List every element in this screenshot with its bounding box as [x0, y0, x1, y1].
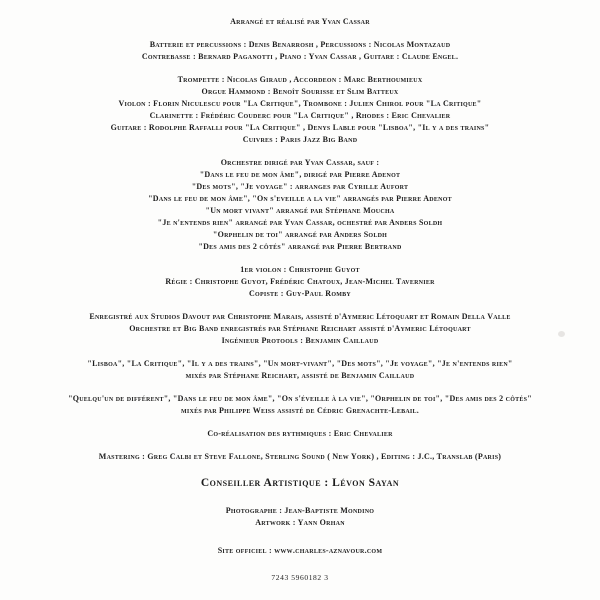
credit-line: Régie : Christophe Guyot, Frédéric Chatoux, Jean-Michel Tavernier [165, 277, 435, 286]
credit-line: Conseiller Artistique : Lévon Sayan [200, 477, 400, 489]
credit-line: "Dans le feu de mon âme", "On s'eveille a la vie" arrangés par Pierre Adenot [148, 194, 452, 203]
credit-line: Trompette : Nicolas Giraud , Accordeon : Marc Berthoumieux [177, 75, 423, 84]
credit-line: Artwork : Yann Orhan [255, 518, 345, 527]
credit-line: mixés par Philippe Weiss assisté de Cédric Grenachte-Lebail. [180, 406, 419, 415]
credit-line: Mastering : Greg Calbi et Steve Fallone, Sterling Sound ( New York) , Editing : J.C., Translab (Paris) [98, 452, 502, 461]
section-instrumentalists [0, 74, 600, 146]
credit-line: "Dans le feu de mon âme", dirigé par Pierre Adenot [199, 170, 401, 179]
credit-line: Batterie et percussions : Denis Benarrosh , Percussions : Nicolas Montazaud [149, 40, 451, 49]
section-co-realisation [0, 428, 600, 440]
credit-line: "Je n'entends rien" arrangé par Yvan Cassar, ochestré par Anders Soldh [157, 218, 443, 227]
credit-line: Photographe : Jean-Baptiste Mondino [225, 506, 375, 515]
credit-line: mixés par Stéphane Reichart, assisté de Benjamin Caillaud [185, 371, 415, 380]
credit-line: "Des mots", "Je voyage" : arranges par Cyrille Aufort [191, 182, 409, 191]
credit-line: "Quelqu'un de différent", "Dans le feu de mon âme", "On s'éveille à la vie", "Orphelin de toi", "Des amis des 2 côtés" [68, 394, 532, 403]
credits-sections [0, 16, 600, 584]
credit-line: Co-réalisation des rythmiques : Eric Chevalier [207, 429, 393, 438]
credit-line: Orchestre dirigé par Yvan Cassar, sauf : [220, 158, 380, 167]
scan-smudge [558, 331, 565, 337]
section-conseiller-artistique [0, 476, 600, 491]
credit-line: "Lisboa", "La Critique", "Il y a des trains", "Un mort-vivant", "Des mots", "Je voyage", "Je n'entends rien" [87, 359, 513, 368]
credit-line: Violon : Florin Niculescu pour "La Critique", Trombone : Julien Chirol pour "La Critique" [118, 99, 482, 108]
credit-line: Cuivres : Paris Jazz Big Band [242, 135, 358, 144]
credit-line: Orgue Hammond : Benoît Sourisse et Slim Batteux [201, 87, 399, 96]
section-mixing-reichart [0, 358, 600, 382]
credit-line: "Orphelin de toi" arrangé par Anders Soldh [212, 230, 388, 239]
credit-line: "Un mort vivant" arrangé par Stéphane Moucha [205, 206, 395, 215]
section-arrangement [0, 16, 600, 28]
credit-line: Clarinette : Frédéric Couderc pour "La Critique" , Rhodes : Eric Chevalier [149, 111, 451, 120]
section-orchestra-staff [0, 264, 600, 300]
section-catalog-number [0, 572, 600, 584]
section-mixing-weiss [0, 393, 600, 417]
section-recording [0, 311, 600, 347]
section-orchestra-direction [0, 157, 600, 253]
credit-line: Arrangé et réalisé par Yvan Cassar [230, 17, 370, 26]
credit-line: Guitare : Rodolphe Raffalli pour "La Critique" , Denys Lable pour "Lisboa", "Il y a des trains" [110, 123, 490, 132]
credit-line: Enregistré aux Studios Davout par Christophe Marais, assisté d'Aymeric Létoquart et Romain Della Valle [89, 312, 511, 321]
credit-line: Contrebasse : Bernard Paganotti , Piano : Yvan Cassar , Guitare : Claude Engel. [141, 52, 459, 61]
credit-line: 1er violon : Christophe Guyot [240, 265, 360, 274]
section-site-officiel [0, 545, 600, 557]
credit-line: Ingénieur Protools : Benjamin Caillaud [221, 336, 379, 345]
credit-line: "Des amis des 2 côtés" arrangé par Pierre Bertrand [198, 242, 402, 251]
credit-line: Orchestre et Big Band enregistrés par Stéphane Reichart assisté d'Aymeric Létoquart [129, 324, 471, 333]
section-photographe-artwork [0, 505, 600, 529]
credit-line: Site officiel : www.charles-aznavour.com [217, 546, 383, 555]
credit-line: Copiste : Guy-Paul Romby [249, 289, 351, 298]
credit-line: 7243 5960182 3 [271, 573, 329, 582]
section-mastering [0, 451, 600, 463]
section-rhythm-section [0, 39, 600, 63]
